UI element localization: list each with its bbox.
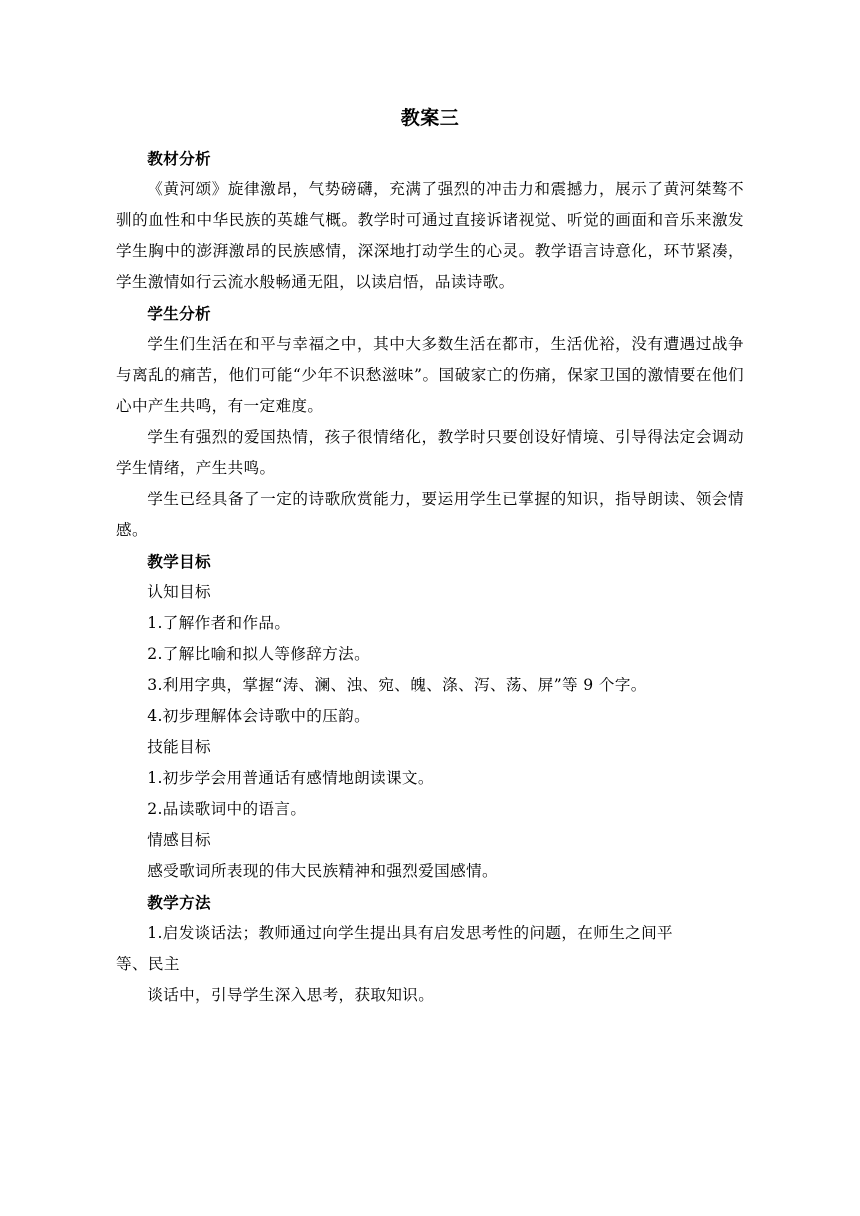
paragraph-material-analysis: 《黄河颂》旋律激昂，气势磅礴，充满了强烈的冲击力和震撼力，展示了黄河桀骜不驯的血性和中华民族的英雄气概。教学时可通过直接诉诸视觉、听觉的画面和音乐来激发学生胸中的澎湃激昂的民族感情，深深地打动学生的心灵。教学语言诗意化，环节紧凑，学生激情如行云流水般畅通无阻，以读启悟，品读诗歌。 xyxy=(116,180,744,291)
paragraph-student-analysis-3: 学生已经具备了一定的诗歌欣赏能力，要运用学生已掌握的知识，指导朗读、领会情感。 xyxy=(116,490,744,539)
heading-teaching-goals: 教学目标 xyxy=(147,552,211,571)
label-cognitive-goals: 认知目标 xyxy=(147,583,211,601)
label-emotion-goals: 情感目标 xyxy=(147,831,211,849)
cognitive-goal-item: 4.初步理解体会诗歌中的压韵。 xyxy=(147,707,371,725)
emotion-goal-text: 感受歌词所表现的伟大民族精神和强烈爱国感情。 xyxy=(147,862,498,880)
document-body xyxy=(116,143,744,1011)
document-title: 教案三 xyxy=(400,107,460,129)
skill-goal-item: 1.初步学会用普通话有感情地朗读课文。 xyxy=(147,769,434,787)
skill-goal-item: 2.品读歌词中的语言。 xyxy=(147,800,307,818)
heading-teaching-methods: 教学方法 xyxy=(147,893,211,912)
cognitive-goal-item: 2.了解比喻和拟人等修辞方法。 xyxy=(147,645,371,663)
heading-student-analysis: 学生分析 xyxy=(147,304,211,323)
cognitive-goal-item: 1.了解作者和作品。 xyxy=(147,614,291,632)
label-skill-goals: 技能目标 xyxy=(147,738,211,756)
paragraph-student-analysis-2: 学生有强烈的爱国热情，孩子很情绪化，教学时只要创设好情境、引导得法定会调动学生情绪，产生共鸣。 xyxy=(116,428,744,477)
method-item-line: 1.启发谈话法；教师通过向学生提出具有启发思考性的问题，在师生之间平 xyxy=(147,924,673,942)
method-item-line: 等、民主 xyxy=(116,955,180,973)
method-item-line: 谈话中，引导学生深入思考，获取知识。 xyxy=(147,986,435,1004)
heading-material-analysis: 教材分析 xyxy=(147,149,211,168)
paragraph-student-analysis-1: 学生们生活在和平与幸福之中，其中大多数生活在都市，生活优裕，没有遭遇过战争与离乱的痛苦，他们可能“少年不识愁滋味”。国破家亡的伤痛，保家卫国的激情要在他们心中产生共鸣，有一定难度。 xyxy=(116,335,744,415)
cognitive-goal-item: 3.利用字典，掌握“涛、澜、浊、宛、魄、涤、泻、荡、屏”等 9 个字。 xyxy=(147,676,647,694)
